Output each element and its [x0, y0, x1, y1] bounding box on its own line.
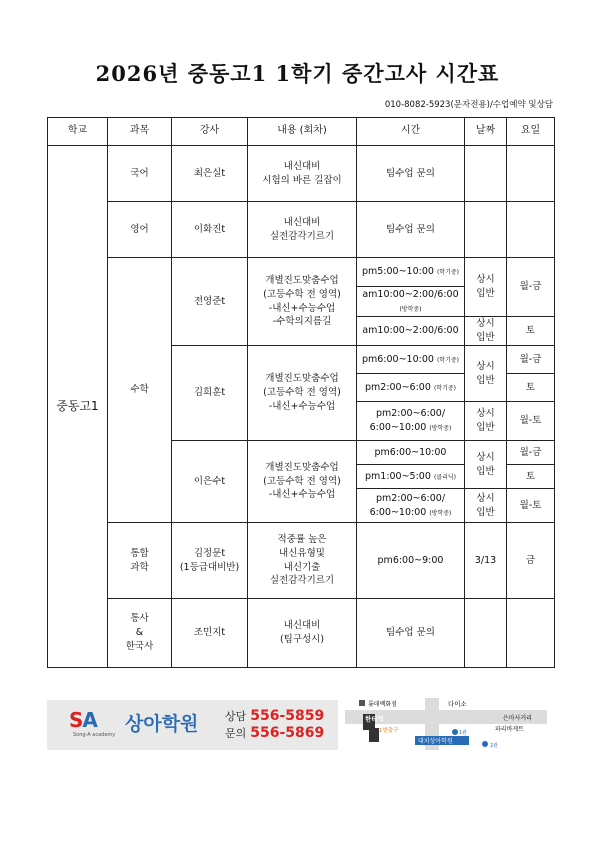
content-cell: 개별진도맞춤수업 (고등수학 전 영역) -내신+수능수업 — [248, 346, 357, 441]
content-cell: 개별진도맞춤수업 (고등수학 전 영역) -내신+수능수업 -수학의지름길 — [248, 258, 357, 346]
time-cell: 팀수업 문의 — [357, 202, 465, 258]
day-cell: 월-금 — [507, 258, 555, 317]
academy-ad-banner — [47, 700, 338, 750]
table-row — [48, 523, 555, 599]
header-content: 내용 (회차) — [248, 118, 357, 146]
date-cell: 상시 입반 — [465, 489, 507, 523]
teacher-cell: 전영준t — [172, 258, 248, 346]
date-cell: 상시 입반 — [465, 346, 507, 402]
time-cell: pm2:00~6:00/ 6:00~10:00 (방학중) — [357, 402, 465, 441]
map-label-paris: 파리바게트 — [495, 726, 524, 733]
table-row — [48, 202, 555, 258]
map-label-building1: 1관 — [459, 730, 468, 736]
day-cell: 월-금 — [507, 346, 555, 374]
subject-cell: 영어 — [108, 202, 172, 258]
subject-cell: 통사 & 한국사 — [108, 599, 172, 668]
academy-name: 상아학원 — [125, 713, 199, 735]
table-row — [48, 258, 555, 287]
time-cell: pm2:00~6:00 (학기중) — [357, 374, 465, 402]
academy-logo: SA — [69, 708, 97, 732]
teacher-cell: 김정문t (1등급대비반) — [172, 523, 248, 599]
day-cell — [507, 146, 555, 202]
time-cell: pm2:00~6:00/ 6:00~10:00 (방학중) — [357, 489, 465, 523]
header-time: 시간 — [357, 118, 465, 146]
time-cell: pm6:00~9:00 — [357, 523, 465, 599]
day-cell: 토 — [507, 374, 555, 402]
map-label-lotte: 롯데백화점 — [368, 701, 397, 708]
day-cell: 금 — [507, 523, 555, 599]
day-cell — [507, 202, 555, 258]
time-cell: 팀수업 문의 — [357, 599, 465, 668]
header-subject: 과목 — [108, 118, 172, 146]
date-cell: 상시 입반 — [465, 258, 507, 317]
header-day: 요일 — [507, 118, 555, 146]
time-cell: 팀수업 문의 — [357, 146, 465, 202]
day-cell: 월-토 — [507, 489, 555, 523]
time-cell: pm6:00~10:00 (학기중) — [357, 346, 465, 374]
map-label-hanti: 한티역 — [365, 715, 384, 723]
table-row — [48, 146, 555, 202]
academy-phones: 상담 556-5859 문의 556-5869 — [225, 708, 325, 741]
teacher-cell: 조민지t — [172, 599, 248, 668]
content-cell: 개별진도맞춤수업 (고등수학 전 영역) -내신+수능수업 — [248, 441, 357, 523]
date-cell: 상시 입반 — [465, 317, 507, 346]
date-cell: 상시 입반 — [465, 402, 507, 441]
contact-info: 010-8082-5923(문자전용)/수업예약 및상담 — [384, 100, 553, 110]
day-cell: 토 — [507, 317, 555, 346]
map-label-academy: 대치상아학원 — [418, 738, 453, 745]
date-cell: 상시 입반 — [465, 441, 507, 489]
time-cell: pm5:00~10:00 (학기중) — [357, 258, 465, 287]
teacher-cell: 이은수t — [172, 441, 248, 523]
day-cell: 토 — [507, 465, 555, 489]
table-row — [48, 599, 555, 668]
date-cell: 3/13 — [465, 523, 507, 599]
header-row — [48, 118, 555, 146]
school-cell: 중동고1 — [48, 146, 108, 668]
header-school: 학교 — [48, 118, 108, 146]
map-label-exit: 1번출구 — [379, 728, 399, 734]
subject-cell: 국어 — [108, 146, 172, 202]
header-date: 날짜 — [465, 118, 507, 146]
date-cell — [465, 146, 507, 202]
day-cell: 월-금 — [507, 441, 555, 465]
subject-cell: 통합 과학 — [108, 523, 172, 599]
map-label-daiso: 다이소 — [448, 700, 467, 708]
teacher-cell: 최은실t — [172, 146, 248, 202]
location-map — [345, 698, 547, 750]
map-label-eunma: 은마사거리 — [503, 715, 532, 722]
map-label-building2: 2관 — [490, 743, 499, 749]
time-cell: am10:00~2:00/6:00 — [357, 317, 465, 346]
teacher-cell: 이화진t — [172, 202, 248, 258]
header-teacher: 강사 — [172, 118, 248, 146]
subject-cell: 수학 — [108, 258, 172, 523]
time-cell: pm1:00~5:00 (클리닉) — [357, 465, 465, 489]
page-title: 2026년 중동고1 1학기 중간고사 시간표 — [95, 61, 500, 86]
time-cell: am10:00~2:00/6:00 (방학중) — [357, 287, 465, 317]
academy-logo-subtitle: Song-A academy — [73, 732, 116, 738]
date-cell — [465, 202, 507, 258]
day-cell: 월-토 — [507, 402, 555, 441]
schedule-table — [47, 117, 555, 668]
day-cell — [507, 599, 555, 668]
time-cell: pm6:00~10:00 — [357, 441, 465, 465]
teacher-cell: 김희훈t — [172, 346, 248, 441]
content-cell: 내신대비 실전감각기르기 — [248, 202, 357, 258]
content-cell: 내신대비 (팀구성시) — [248, 599, 357, 668]
date-cell — [465, 599, 507, 668]
content-cell: 적중률 높은 내신유형및 내신기출 실전감각기르기 — [248, 523, 357, 599]
content-cell: 내신대비 시험의 바른 길잡이 — [248, 146, 357, 202]
